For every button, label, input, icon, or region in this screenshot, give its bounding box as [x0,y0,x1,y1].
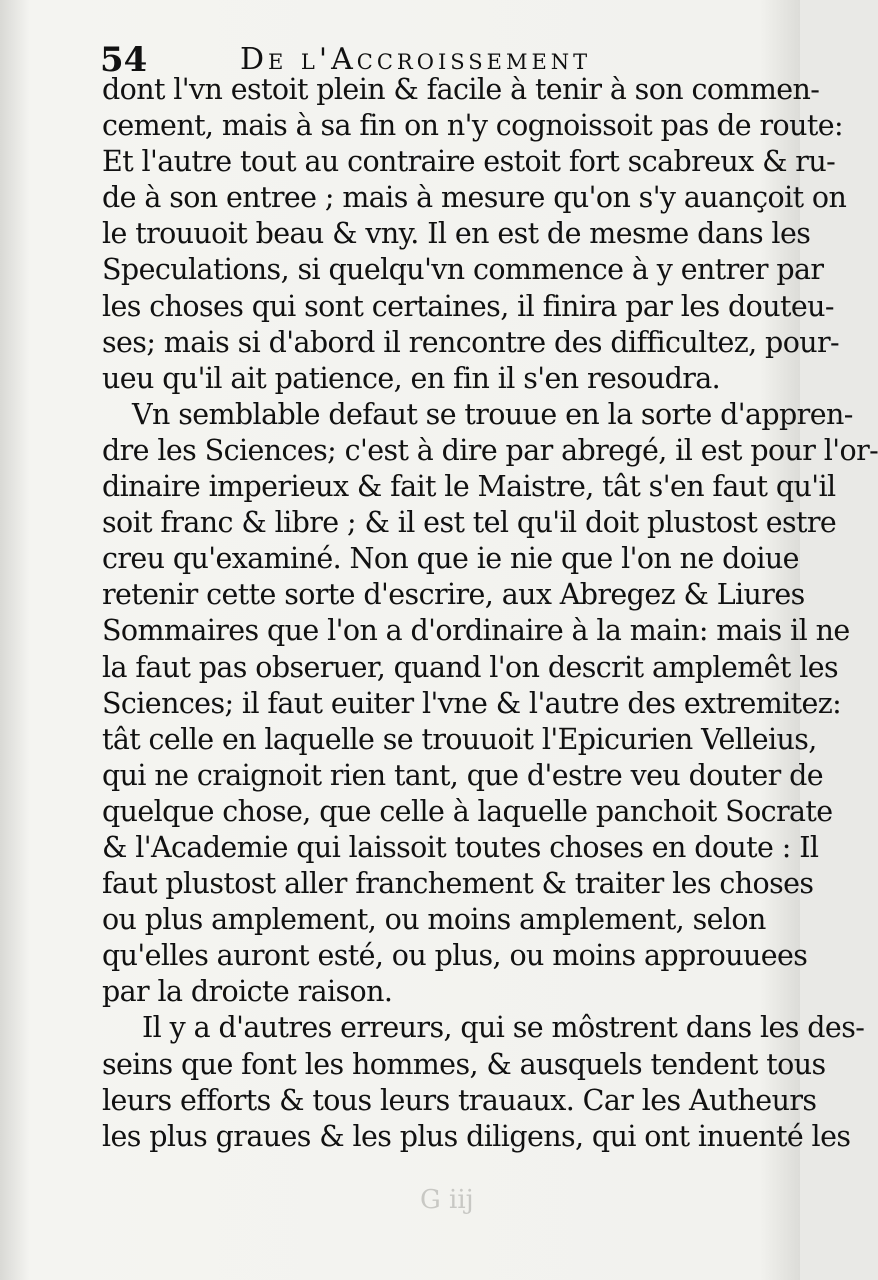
text-line: Speculations, si quelqu'vn commence à y entrer par [102,253,824,287]
text-line: quelque chose, que celle à laquelle panchoit Socrate [102,794,833,828]
text-line: qui ne craignoit rien tant, que d'estre veu douter de [102,758,824,792]
text-line: ueu qu'il ait patience, en fin il s'en resoudra. [102,361,721,395]
text-line: ou plus amplement, ou moins amplement, selon [102,903,766,937]
text-line: creu qu'examiné. Non que ie nie que l'on ne doiue [102,542,799,576]
text-line: de à son entree ; mais à mesure qu'on s'y auançoit on [102,181,847,215]
paragraph-start-line: Vn semblable defaut se trouue en la sorte d'appren- [132,397,853,431]
text-line: faut plustost aller franchement & traiter les choses [102,867,814,901]
paragraph-start-line: Il y a d'autres erreurs, qui se môstrent dans les des- [142,1011,865,1045]
text-line: les plus graues & les plus diligens, qui ont inuenté les [102,1119,851,1153]
text-line: par la droicte raison. [102,975,393,1009]
text-line: dinaire imperieux & fait le Maistre, tât s'en faut qu'il [102,470,836,504]
text-line: soit franc & libre ; & il est tel qu'il doit plustost estre [102,506,837,540]
text-line: cement, mais à sa fin on n'y cognoissoit pas de route: [102,109,843,143]
text-line: la faut pas obseruer, quand l'on descrit amplemêt les [102,650,839,684]
text-line: Sciences; il faut euiter l'vne & l'autre des extremitez: [102,686,842,720]
text-line: les choses qui sont certaines, il finira par les douteu- [102,289,834,323]
text-line: & l'Academie qui laissoit toutes choses en doute : Il [102,830,819,864]
text-line: le trouuoit beau & vny. Il en est de mesme dans les [102,217,811,251]
text-line: tât celle en laquelle se trouuoit l'Epicurien Velleius, [102,722,817,756]
text-line: retenir cette sorte d'escrire, aux Abregez & Liures [102,578,805,612]
text-line: dont l'vn estoit plein & facile à tenir à son commen- [102,73,820,106]
body-text [102,72,878,1155]
text-line: leurs efforts & tous leurs trauaux. Car les Autheurs [102,1083,817,1117]
running-head: De l'Accroissement [240,42,592,77]
text-line: dre les Sciences; c'est à dire par abregé, il est pour l'or- [102,433,878,467]
bleed-through-signature: G iij [420,1185,474,1215]
text-line: seins que font les hommes, & ausquels tendent tous [102,1047,826,1081]
text-line: ses; mais si d'abord il rencontre des difficultez, pour- [102,325,840,359]
text-line: Et l'autre tout au contraire estoit fort scabreux & ru- [102,145,836,179]
page-number: 54 [100,40,148,80]
text-line: qu'elles auront esté, ou plus, ou moins approuuees [102,939,808,973]
text-line: Sommaires que l'on a d'ordinaire à la main: mais il ne [102,614,850,648]
